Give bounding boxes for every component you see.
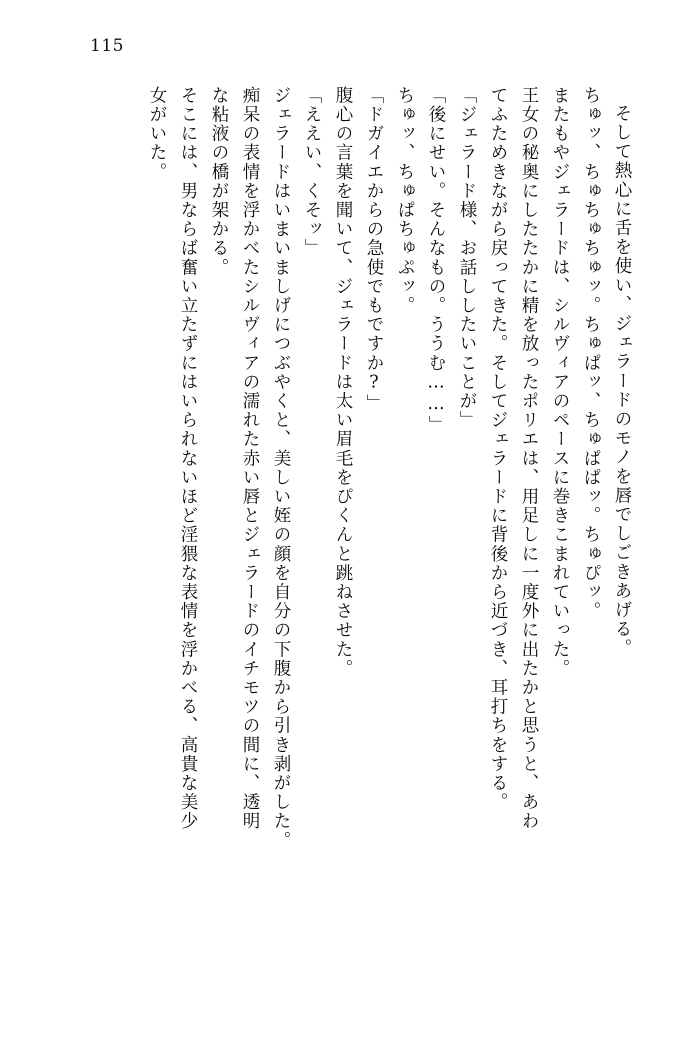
text-line: 痴呆の表情を浮かべたシルヴィアの濡れた赤い唇とジェラードのイチモツの間に、透明: [240, 86, 260, 831]
text-line: ちゅッ、ちゅぱちゅぷッ。: [395, 86, 415, 316]
text-line: 「後にせい。そんなもの。ううむ……」: [426, 86, 446, 435]
text-line: そして熱心に舌を使い、ジェラードのモノを唇でしごきあげる。: [612, 104, 632, 658]
text-line: ちゅッ、ちゅちゅちゅッ。ちゅぱッ、ちゅぱぱッ。ちゅぴッ。: [581, 86, 601, 621]
page-number: 115: [90, 36, 124, 56]
text-line: 「ジェラード様、お話ししたいことが」: [457, 86, 477, 430]
text-line: ジェラードはいまいましげにつぶやくと、美しい姪の顔を自分の下腹から引き剥がした。: [271, 86, 291, 850]
text-line: 王女の秘奥にしたたかに精を放ったポリエは、用足しに一度外に出たかと思うと、あわ: [519, 86, 539, 831]
text-line: 「ええい、くそッ」: [302, 86, 322, 258]
vertical-text-body: [60, 86, 630, 976]
text-line: 「ドガイエからの急使でもですか?」: [364, 86, 384, 414]
text-line: 腹心の言葉を聞いて、ジェラードは太い眉毛をぴくんと跳ねさせた。: [333, 86, 353, 679]
text-line: 女がいた。: [147, 86, 167, 182]
text-line: てふためきながら戻ってきた。そしてジェラードに背後から近づき、耳打ちをする。: [488, 86, 508, 812]
text-line-with-ruby: そこには、男ならば奮い立たずにはいられないほど淫猥な表情を浮かべる、高貴な美少: [178, 86, 198, 831]
text-line: またもやジェラードは、シルヴィアのペースに巻きこまれていった。: [550, 86, 570, 679]
text-line: な粘液の橋が架かる。: [209, 86, 229, 277]
